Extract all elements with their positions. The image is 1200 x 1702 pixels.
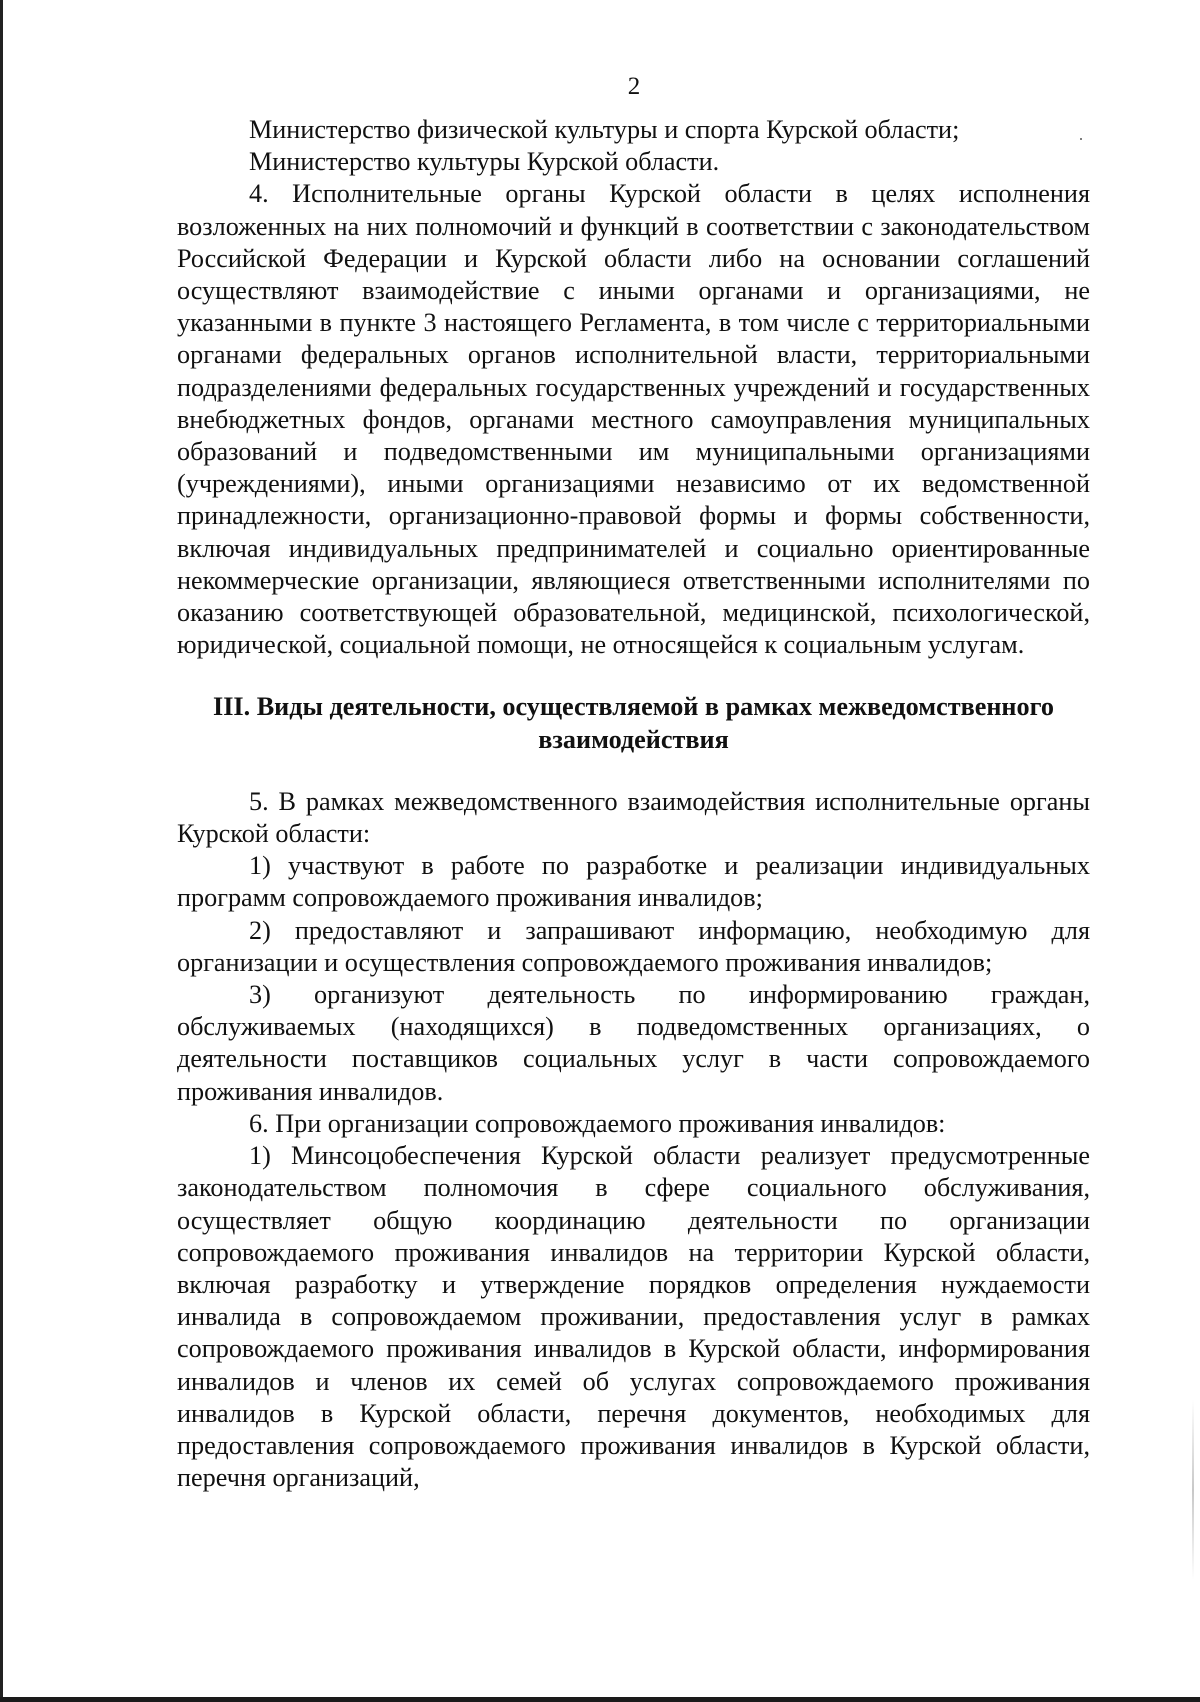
page-number: 2: [627, 73, 641, 100]
paragraph-ministry-culture: Министерство культуры Курской области.: [249, 147, 720, 177]
paragraph-item-5: 5. В рамках межведомственного взаимодействия исполнительные органы Курской области:: [177, 786, 1090, 849]
paragraph-item-5-3: 3) организуют деятельность по информированию граждан, обслуживаемых (находящихся) в подведомственных организациях, о деятельности поставщиков социальных услуг в части сопровождаемого проживания инвалидов.: [177, 980, 1090, 1106]
document-body: [177, 114, 1090, 1494]
scan-streak: [1192, 1400, 1194, 1580]
paragraph-item-4: 4. Исполнительные органы Курской области в целях исполнения возложенных на них полномочий и функций в соответствии с законодательством Российской Федерации и Курской области либо на основании соглашений осуществляют взаимодействие с иными органами и организациями, не указанными в пункте 3 настоящего Регламента, в том числе с территориальными органами федеральных органов исполнительной власти, территориальными подразделениями федеральных государственных учреждений и государственных внебюджетных фондов, органами местного самоуправления муниципальных образований и подведомственными им муниципальными организациями (учреждениями), иными организациями независимо от их ведомственной принадлежности, организационно-правовой формы и формы собственности, включая индивидуальных предпринимателей и социально ориентированные некоммерческие организации, являющиеся ответственными исполнителями по оказанию соответствующей образовательной, медицинской, психологической, юридической, социальной помощи, не относящейся к социальным услугам.: [177, 179, 1090, 660]
paragraph-item-5-1: 1) участвуют в работе по разработке и реализации индивидуальных программ сопровождаемого проживания инвалидов;: [177, 851, 1090, 913]
paragraph-ministry-sport: Министерство физической культуры и спорта Курской области;: [249, 115, 960, 144]
paragraph-item-6: 6. При организации сопровождаемого проживания инвалидов:: [249, 1108, 946, 1138]
scan-left-border: [0, 0, 3, 1702]
section-heading: III. Виды деятельности, осуществляемой в рамках межведомственного взаимодействия: [213, 692, 1054, 754]
paragraph-item-5-2: 2) предоставляют и запрашивают информацию, необходимую для организации и осуществления сопровождаемого проживания инвалидов;: [177, 915, 1090, 977]
scan-bottom-border: [0, 1697, 1200, 1702]
paragraph-item-6-1: 1) Минсоцобеспечения Курской области реализует предусмотренные законодательством полномочия в сфере социального обслуживания, осуществляет общую координацию деятельности по организации сопровождаемого проживания инвалидов на территории Курской области, включая разработку и утверждение порядков определения нуждаемости инвалида в сопровождаемом проживании, предоставления услуг в рамках сопровождаемого проживания инвалидов в Курской области, информирования инвалидов и членов их семей об услугах сопровождаемого проживания инвалидов в Курской области, перечня документов, необходимых для предоставления сопровождаемого проживания инвалидов в Курской области, перечня организаций,: [177, 1141, 1090, 1493]
